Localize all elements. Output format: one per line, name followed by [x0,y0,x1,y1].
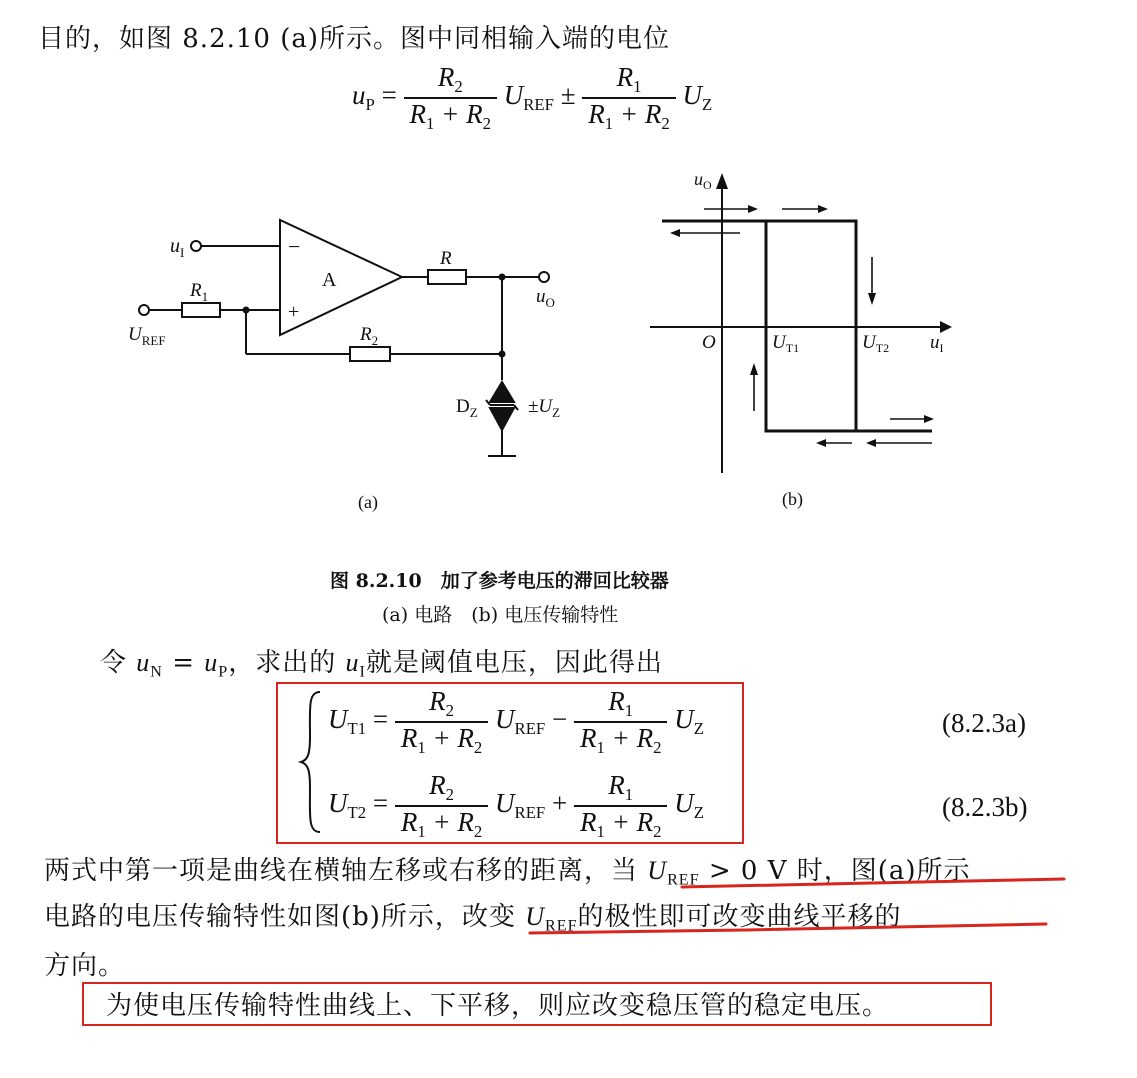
para1-line2: 电路的电压传输特性如图(b)所示，改变 $U_{REF}$的极性即可改变曲线平移的 [44,902,902,935]
formula-up: $u_P$ = $\frac{R_2}{R_1 + R_2}$ $U_{REF}$ ± $\frac{R_1}{R_1 + R_2}$ $U_Z$ [352,62,713,133]
label-r1: $R_1$ [190,280,209,304]
para1-line1: 两式中第一项是曲线在横轴左移或右移的距离，当 $U_{REF} > 0$ V 时，图(a)所示 [44,856,971,889]
figure-subcaption: (a) 电路 (b) 电压传输特性 [382,604,619,626]
panel-a-label: (a) [358,492,378,512]
para1-line3: 方向。 [44,951,126,981]
label-plus: + [288,301,300,323]
equation-b: $U_{T2}$ = $\frac{R_2}{R_1 + R_2}$ $U_{REF}$ + $\frac{R_1}{R_1 + R_2}$ $U_Z$ [328,770,704,841]
intro-line: 目的，如图 8.2.10 (a)所示。图中同相输入端的电位 [38,24,671,54]
label-minus: − [288,234,301,259]
label-ui: $u_I$ [170,235,185,260]
label-uref: $U_{REF}$ [128,324,166,348]
label-uo: $u_O$ [536,286,555,310]
equation-b-number: (8.2.3b) [942,792,1028,822]
label-r: R [440,248,452,269]
label-x-axis: $u_I$ [930,332,944,355]
para2: 为使电压传输特性曲线上、下平移，则应改变稳压管的稳定电压。 [106,991,890,1021]
label-ut1: $U_{T1}$ [772,332,800,355]
label-r2: $R_2$ [360,324,379,348]
label-uz: $\pm U_Z$ [528,396,561,420]
formula-frac-2: $\frac{R_1}{R_1 + R_2}$ [582,62,675,134]
label-dz: $D_Z$ [456,396,478,420]
label-amp: A [322,269,337,291]
formula-frac-1: $\frac{R_2}{R_1 + R_2}$ [404,62,497,134]
label-origin: O [702,332,716,353]
label-ut2: $U_{T2}$ [862,332,890,355]
let-line: 令 $u_N = u_P$，求出的 $u_I$就是阈值电压，因此得出 [100,648,663,681]
formula-lhs: $u_P$ [352,80,375,114]
equation-a: $U_{T1}$ = $\frac{R_2}{R_1 + R_2}$ $U_{REF}$ − $\frac{R_1}{R_1 + R_2}$ $U_Z$ [328,686,704,757]
figure-caption: 图 8.2.10 加了参考电压的滞回比较器 [330,570,669,592]
equation-a-number: (8.2.3a) [942,708,1026,738]
label-y-axis: $u_O$ [694,169,712,192]
panel-b-label: (b) [782,489,803,509]
